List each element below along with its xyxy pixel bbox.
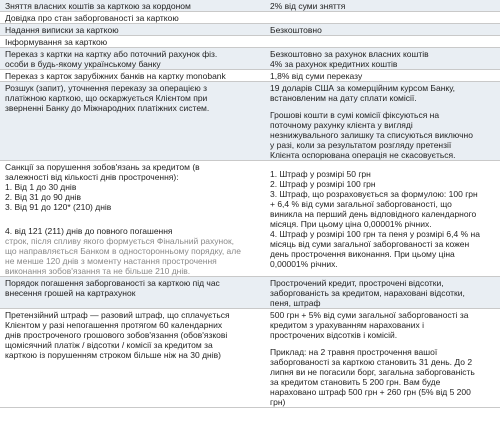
cell-line: у разі, коли за результатом розгляду претензії [270, 140, 452, 150]
cell-line: прострочених відсотків і комісій. [270, 330, 398, 340]
service-name-cell [0, 309, 266, 408]
cell-line: місяця. При цьому ціна 0,00001% річних. [270, 219, 432, 229]
cell-line: 4. Штраф у розмірі 100 грн та пеня у розмірі 6,4 % на [270, 229, 480, 239]
cell-line: Довідка про стан заборгованості за карткою [5, 13, 179, 23]
service-name-cell [0, 48, 266, 70]
cell-line: Переказ з картки на картку або поточний рахунок фіз. [5, 49, 218, 59]
cell-line: не менше 120 днів з моменту настання прострочення [5, 256, 217, 266]
cell-line: виконання зобов'язання та не більше 210 днів. [5, 266, 191, 276]
cell-line: за кредитом становить 5 200 грн. Вам буде [270, 377, 441, 387]
cell-line: щомісячний платіж / відсотки / комісії за кредитом за [5, 340, 213, 350]
cell-line: 2. Штраф у розмірі 100 грн [270, 179, 376, 189]
cell-line: 3. Штраф, що розраховується за формулою: 100 грн [270, 189, 478, 199]
cell-line: 4% за рахунок кредитних коштів [270, 59, 398, 69]
tariff-row [0, 24, 500, 36]
service-name-cell [0, 70, 266, 82]
cell-line: Розшук (запит), уточнення переказу за операцією з [5, 83, 207, 93]
cell-line: Прострочений кредит, прострочені відсотки, [270, 278, 444, 288]
cell-line: незнижувального залишку та списуються виключно [270, 130, 473, 140]
cell-line: Безкоштовно [270, 25, 322, 35]
cell-line: Претензійний штраф — разовий штраф, що сплачується [5, 310, 230, 320]
tariff-value-cell [266, 161, 500, 277]
cell-line: Клієнта оспорювана операція не скасовується. [270, 150, 456, 160]
cell-line: внесення грошей на картрахунок [5, 288, 136, 298]
tariff-row [0, 309, 500, 408]
cell-line: зверненні Банку до Міжнародних платіжних систем. [5, 103, 210, 113]
cell-line: карткою із порушенням строком більше ніж на 30 днів) [5, 350, 221, 360]
cell-line: кредитом з урахуванням нарахованих і [270, 320, 424, 330]
cell-line: 4. від 121 (211) днів до повного погашення [5, 226, 173, 236]
tariff-row [0, 48, 500, 70]
cell-line: Інформування за карткою [5, 37, 108, 47]
cell-line: строк, після спливу якого формується Фінальний рахунок, [5, 236, 235, 246]
cell-line: заборгованість за кредитом, нараховані відсотки, [270, 288, 465, 298]
service-name-cell [0, 277, 266, 309]
tariff-value-cell [266, 12, 500, 24]
cell-line: заборгованості за карткою становить 31 день. До 2 [270, 357, 473, 367]
tariff-value-cell [266, 48, 500, 70]
tariff-value-cell [266, 36, 500, 48]
cell-line [270, 103, 500, 110]
cell-line [5, 212, 263, 219]
cell-line: пеня, штраф [270, 298, 321, 308]
cell-line: липня ви не погасили борг, загальна заборгованість [270, 367, 475, 377]
cell-line: 19 доларів США за комерційним курсом Банку, [270, 83, 455, 93]
service-name-cell [0, 12, 266, 24]
tariff-row [0, 0, 500, 12]
cell-line [270, 340, 500, 347]
tariff-row [0, 12, 500, 24]
cell-line: Санкції за порушення зобов'язань за кредитом (в [5, 162, 200, 172]
cell-line: особи в будь-якому українському банку [5, 59, 161, 69]
tariff-value-cell [266, 0, 500, 12]
cell-line: день прострочення виконання. При цьому ціна [270, 249, 455, 259]
cell-line: Приклад: на 2 травня прострочення вашої [270, 347, 438, 357]
cell-line: Грошові кошти в сумі комісії фіксуються на [270, 110, 440, 120]
cell-line: 1. Штраф у розмірі 50 грн [270, 169, 371, 179]
cell-line: 1. Від 1 до 30 днів [5, 182, 77, 192]
cell-line: 3. Від 91 до 120* (210) днів [5, 202, 112, 212]
cell-line: що направляється Банком в односторонньому порядку, але [5, 246, 241, 256]
service-name-cell [0, 36, 266, 48]
cell-line: нараховано штраф 500 грн + 260 грн (5% від 5 200 [270, 387, 471, 397]
tariff-row [0, 277, 500, 309]
cell-line: 1,8% від суми переказу [270, 71, 363, 81]
cell-line: поточному рахунку клієнта у вигляді [270, 120, 413, 130]
service-name-cell [0, 161, 266, 277]
cell-line: Безкоштовно за рахунок власних коштів [270, 49, 429, 59]
service-name-cell [0, 0, 266, 12]
cell-line [270, 162, 500, 169]
cell-line: Переказ з карток зарубіжних банків на картку monobank [5, 71, 226, 81]
cell-line: залежності від кількості днів прострочення): [5, 172, 179, 182]
cell-line [270, 13, 500, 20]
cell-line: виникла на перший день відповідного календарного [270, 209, 477, 219]
cell-line: днів простроченого грошового зобов'язання (обов'язкові [5, 330, 228, 340]
cell-line [5, 219, 263, 226]
cell-line: платіжною карткою, що оскаржується Клієнтом при [5, 93, 208, 103]
cell-line: місяць від суми загальної заборгованості за кожен [270, 239, 470, 249]
cell-line: Порядок погашення заборгованості за карткою під час [5, 278, 220, 288]
tariff-value-cell [266, 277, 500, 309]
cell-line: 2% від суми зняття [270, 1, 346, 11]
tariff-row [0, 70, 500, 82]
service-name-cell [0, 82, 266, 161]
cell-line: + 6,4 % від суми загальної заборгованості, що [270, 199, 452, 209]
cell-line: Клієнтом у разі непогашення протягом 60 календарних [5, 320, 223, 330]
tariff-row [0, 36, 500, 48]
cell-line: 2. Від 31 до 90 днів [5, 192, 82, 202]
tariff-value-cell [266, 70, 500, 82]
service-name-cell [0, 24, 266, 36]
cell-line [270, 37, 500, 44]
cell-line: 500 грн + 5% від суми загальної заборгованості за [270, 310, 469, 320]
cell-line: 0,00001% річних. [270, 259, 338, 269]
tariff-row [0, 161, 500, 277]
cell-line: Зняття власних коштів за карткою за кордоном [5, 1, 191, 11]
tariff-value-cell [266, 82, 500, 161]
tariff-row [0, 82, 500, 161]
cell-line: Надання виписки за карткою [5, 25, 119, 35]
cell-line: встановленим на дату сплати комісії. [270, 93, 417, 103]
tariff-value-cell [266, 24, 500, 36]
tariff-value-cell [266, 309, 500, 408]
cell-line: грн) [270, 397, 286, 407]
